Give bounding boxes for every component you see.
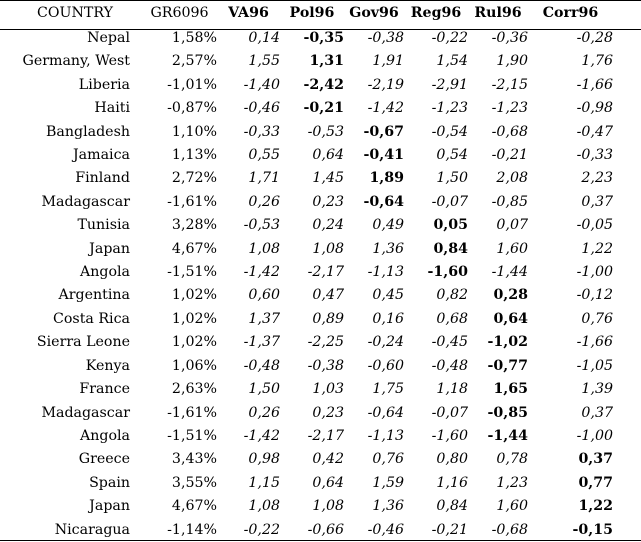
country-cell: Spain	[89, 474, 130, 491]
country-cell: Madagascar	[41, 193, 130, 210]
country-cell: Argentina	[58, 287, 130, 304]
table-row	[0, 472, 613, 495]
table-row	[0, 519, 613, 542]
gr6096-cell: 1,58%	[171, 30, 217, 46]
country-cell: Nicaragua	[54, 521, 130, 538]
rul96-cell: -1,02	[487, 334, 528, 351]
gr6096-cell: 2,57%	[171, 53, 217, 70]
corr96-cell: 0,76	[581, 310, 613, 327]
country-cell: Greece	[78, 451, 130, 468]
va96-cell: 0,60	[248, 287, 280, 304]
corr96-cell: -0,47	[576, 123, 613, 140]
corr96-cell: 2,23	[581, 170, 613, 187]
corr96-cell: 1,76	[581, 53, 613, 70]
country-cell: Haiti	[94, 100, 130, 117]
pol96-cell: -0,66	[307, 521, 344, 538]
corr96-cell: -0,12	[576, 287, 613, 304]
gov96-cell: 0,76	[372, 451, 404, 468]
pol96-cell: 0,89	[312, 310, 344, 327]
reg96-cell: -0,54	[431, 123, 468, 140]
pol96-cell: -0,21	[303, 100, 344, 117]
reg96-cell: -0,22	[431, 30, 468, 46]
corr96-cell: -0,05	[576, 217, 613, 234]
va96-cell: -0,48	[243, 357, 280, 374]
country-cell: France	[79, 381, 130, 398]
va96-cell: -1,37	[243, 334, 280, 351]
gr6096-cell: 4,67%	[171, 240, 217, 257]
table-row	[0, 238, 613, 261]
va96-cell: -0,22	[243, 521, 280, 538]
rul96-cell: -0,68	[491, 521, 528, 538]
gr6096-cell: -1,61%	[167, 404, 217, 421]
table-row	[0, 402, 613, 425]
gov96-cell: -0,24	[367, 334, 404, 351]
gov96-cell: 1,59	[372, 474, 404, 491]
country-cell: Costa Rica	[53, 310, 130, 327]
va96-cell: 1,15	[248, 474, 280, 491]
pol96-cell: 0,64	[312, 474, 344, 491]
rul96-cell: -2,15	[491, 76, 528, 93]
va96-cell: 1,08	[248, 498, 280, 515]
table-row	[0, 191, 613, 214]
gr6096-cell: 3,43%	[171, 451, 217, 468]
rul96-cell: -0,21	[491, 147, 528, 164]
country-cell: Angola	[79, 264, 130, 281]
pol96-cell: -2,25	[307, 334, 344, 351]
va96-cell: -1,40	[243, 76, 280, 93]
rul96-cell: 1,60	[496, 240, 528, 257]
va96-cell: 0,14	[248, 30, 280, 46]
va96-cell: -0,53	[243, 217, 280, 234]
gov96-cell: 1,36	[372, 240, 404, 257]
va96-cell: -0,33	[243, 123, 280, 140]
gov96-cell: -1,13	[367, 264, 404, 281]
gov96-cell: 1,89	[369, 170, 404, 187]
table-row	[0, 378, 613, 401]
country-cell: Liberia	[78, 76, 130, 93]
gr6096-cell: 3,28%	[171, 217, 217, 234]
table-row	[0, 97, 613, 120]
corr96-cell: -0,28	[576, 30, 613, 46]
gov96-cell: 1,75	[372, 381, 404, 398]
pol96-cell: -0,38	[307, 357, 344, 374]
rul96-cell: -0,85	[487, 404, 528, 421]
reg96-cell: -0,21	[431, 521, 468, 538]
country-cell: Nepal	[87, 30, 130, 46]
rul96-cell: 0,07	[496, 217, 528, 234]
rul96-cell: -1,44	[491, 264, 528, 281]
country-cell: Japan	[89, 498, 130, 515]
pol96-cell: 0,24	[312, 217, 344, 234]
gov96-cell: -0,46	[367, 521, 404, 538]
pol96-cell: 1,08	[312, 240, 344, 257]
reg96-cell: 0,82	[436, 287, 468, 304]
country-cell: Jamaica	[73, 147, 130, 164]
va96-cell: 1,55	[248, 53, 280, 70]
governance-table	[0, 3, 613, 542]
gov96-cell: -0,41	[363, 147, 404, 164]
gov96-cell: -1,13	[367, 427, 404, 444]
header-reg96: Reg96	[410, 5, 462, 21]
rul96-cell: -0,77	[487, 357, 528, 374]
va96-cell: -1,42	[243, 264, 280, 281]
reg96-cell: -1,60	[427, 264, 468, 281]
gr6096-cell: 2,63%	[171, 381, 217, 398]
pol96-cell: -2,17	[307, 427, 344, 444]
reg96-cell: -1,60	[431, 427, 468, 444]
reg96-cell: 0,84	[436, 498, 468, 515]
rul96-cell: 1,65	[493, 381, 528, 398]
pol96-cell: 1,45	[312, 170, 344, 187]
va96-cell: 1,71	[248, 170, 280, 187]
corr96-cell: -0,98	[576, 100, 613, 117]
table-row	[0, 308, 613, 331]
table-top-rule	[0, 0, 641, 1]
table-row	[0, 448, 613, 471]
rul96-cell: -1,44	[487, 427, 528, 444]
gr6096-cell: -1,61%	[167, 193, 217, 210]
table-row	[0, 261, 613, 284]
gr6096-cell: 1,02%	[171, 310, 217, 327]
rul96-cell: 0,78	[496, 451, 528, 468]
country-cell: Germany, West	[22, 53, 130, 70]
corr96-cell: -1,00	[576, 427, 613, 444]
corr96-cell: -1,05	[576, 357, 613, 374]
gr6096-cell: 3,55%	[171, 474, 217, 491]
corr96-cell: 1,39	[581, 381, 613, 398]
gr6096-cell: -1,01%	[167, 76, 217, 93]
rul96-cell: -0,36	[491, 30, 528, 46]
reg96-cell: -2,91	[431, 76, 468, 93]
table-row	[0, 214, 613, 237]
rul96-cell: 0,28	[493, 287, 528, 304]
reg96-cell: -0,48	[431, 357, 468, 374]
gr6096-cell: -1,14%	[167, 521, 217, 538]
gr6096-cell: -1,51%	[167, 427, 217, 444]
table-row	[0, 331, 613, 354]
pol96-cell: 1,03	[312, 381, 344, 398]
rul96-cell: 2,08	[496, 170, 528, 187]
pol96-cell: -2,42	[303, 76, 344, 93]
reg96-cell: -0,45	[431, 334, 468, 351]
gov96-cell: 1,91	[372, 53, 404, 70]
gov96-cell: 0,16	[372, 310, 404, 327]
gr6096-cell: 1,10%	[171, 123, 217, 140]
va96-cell: 0,98	[248, 451, 280, 468]
reg96-cell: 1,54	[436, 53, 468, 70]
table-body	[0, 27, 613, 542]
va96-cell: -1,42	[243, 427, 280, 444]
va96-cell: 1,50	[248, 381, 280, 398]
gr6096-cell: 2,72%	[171, 170, 217, 187]
va96-cell: 1,08	[248, 240, 280, 257]
gov96-cell: -0,38	[367, 30, 404, 46]
header-pol96: Pol96	[289, 5, 335, 21]
gr6096-cell: 1,02%	[171, 287, 217, 304]
corr96-cell: 0,37	[581, 193, 613, 210]
corr96-cell: -1,66	[576, 334, 613, 351]
reg96-cell: -0,07	[431, 193, 468, 210]
table-row	[0, 121, 613, 144]
table-row	[0, 167, 613, 190]
pol96-cell: 0,64	[312, 147, 344, 164]
va96-cell: 0,55	[248, 147, 280, 164]
rul96-cell: -0,85	[491, 193, 528, 210]
reg96-cell: 1,18	[436, 381, 468, 398]
gov96-cell: 1,36	[372, 498, 404, 515]
reg96-cell: -0,07	[431, 404, 468, 421]
va96-cell: 0,26	[248, 193, 280, 210]
corr96-cell: -1,66	[576, 76, 613, 93]
gov96-cell: 0,45	[372, 287, 404, 304]
va96-cell: 1,37	[248, 310, 280, 327]
rul96-cell: -1,23	[491, 100, 528, 117]
header-gr6096: GR6096	[150, 5, 209, 21]
rul96-cell: 1,23	[496, 474, 528, 491]
table-row	[0, 425, 613, 448]
reg96-cell: 0,84	[433, 240, 468, 257]
reg96-cell: 1,50	[436, 170, 468, 187]
va96-cell: 0,26	[248, 404, 280, 421]
country-cell: Bangladesh	[46, 123, 130, 140]
gr6096-cell: -0,87%	[167, 100, 217, 117]
pol96-cell: 1,08	[312, 498, 344, 515]
header-country: COUNTRY	[37, 5, 113, 21]
header-rul96: Rul96	[474, 5, 522, 21]
header-gov96: Gov96	[349, 5, 399, 21]
pol96-cell: 0,47	[312, 287, 344, 304]
gr6096-cell: 4,67%	[171, 498, 217, 515]
gov96-cell: 0,49	[372, 217, 404, 234]
reg96-cell: 1,16	[436, 474, 468, 491]
table-row	[0, 355, 613, 378]
country-cell: Angola	[79, 427, 130, 444]
table-row	[0, 74, 613, 97]
gr6096-cell: 1,13%	[171, 147, 217, 164]
rul96-cell: 1,90	[496, 53, 528, 70]
pol96-cell: 0,42	[312, 451, 344, 468]
header-corr96: Corr96	[542, 5, 599, 21]
corr96-cell: 0,37	[581, 404, 613, 421]
corr96-cell: -1,00	[576, 264, 613, 281]
table-row	[0, 284, 613, 307]
gov96-cell: -1,42	[367, 100, 404, 117]
reg96-cell: 0,68	[436, 310, 468, 327]
table-row	[0, 27, 613, 50]
gov96-cell: -0,64	[367, 404, 404, 421]
gr6096-cell: -1,51%	[167, 264, 217, 281]
reg96-cell: 0,54	[436, 147, 468, 164]
rul96-cell: -0,68	[491, 123, 528, 140]
gov96-cell: -2,19	[367, 76, 404, 93]
country-cell: Madagascar	[41, 404, 130, 421]
country-cell: Tunisia	[77, 217, 130, 234]
pol96-cell: -0,35	[303, 30, 344, 46]
reg96-cell: 0,80	[436, 451, 468, 468]
table-row	[0, 495, 613, 518]
gov96-cell: -0,64	[363, 193, 404, 210]
corr96-cell: 0,77	[578, 474, 613, 491]
va96-cell: -0,46	[243, 100, 280, 117]
table-row	[0, 50, 613, 73]
country-cell: Japan	[89, 240, 130, 257]
rul96-cell: 1,60	[496, 498, 528, 515]
gov96-cell: -0,60	[367, 357, 404, 374]
corr96-cell: -0,33	[576, 147, 613, 164]
country-cell: Sierra Leone	[36, 334, 130, 351]
corr96-cell: 1,22	[581, 240, 613, 257]
header-row	[0, 3, 613, 27]
reg96-cell: -1,23	[431, 100, 468, 117]
gr6096-cell: 1,02%	[171, 334, 217, 351]
corr96-cell: 1,22	[578, 498, 613, 515]
corr96-cell: -0,15	[572, 521, 613, 538]
country-cell: Kenya	[85, 357, 130, 374]
pol96-cell: -2,17	[307, 264, 344, 281]
country-cell: Finland	[75, 170, 130, 187]
gr6096-cell: 1,06%	[171, 357, 217, 374]
pol96-cell: -0,53	[307, 123, 344, 140]
pol96-cell: 0,23	[312, 193, 344, 210]
table-row	[0, 144, 613, 167]
corr96-cell: 0,37	[578, 451, 613, 468]
rul96-cell: 0,64	[493, 310, 528, 327]
reg96-cell: 0,05	[433, 217, 468, 234]
gov96-cell: -0,67	[363, 123, 404, 140]
pol96-cell: 0,23	[312, 404, 344, 421]
header-va96: VA96	[228, 5, 269, 21]
pol96-cell: 1,31	[309, 53, 344, 70]
